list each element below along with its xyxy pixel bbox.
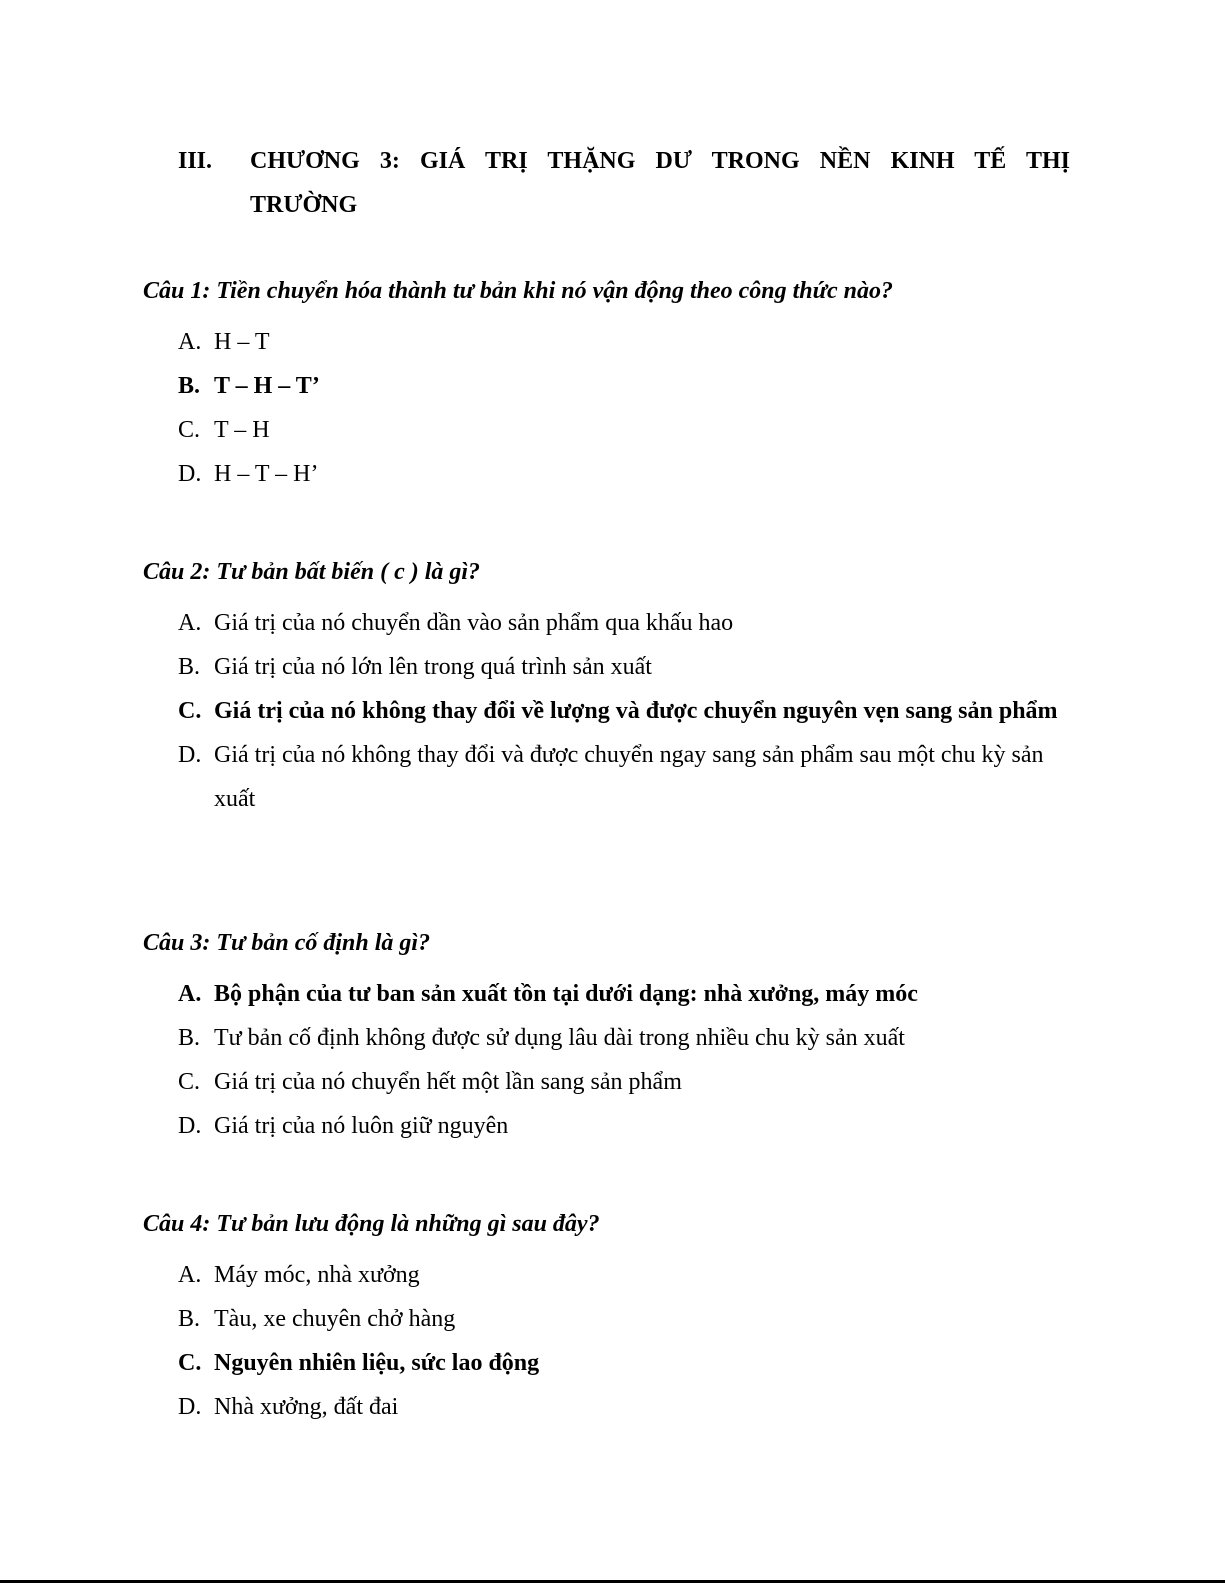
option-letter: B. [178,654,201,680]
option-letter: B. [178,1025,201,1051]
option-d [143,733,1064,821]
option-letter: C. [178,1069,201,1095]
option-text: H – T – H’ [214,461,319,487]
option-d [143,452,1064,496]
option-text: Nhà xưởng, đất đai [214,1394,399,1420]
question-1 [143,276,1083,496]
option-letter: D. [178,461,202,487]
option-c [143,1060,1064,1104]
option-letter: C. [178,1350,202,1376]
question-4 [143,1209,1083,1429]
chapter-number: III. [178,148,213,174]
chapter-title: CHƯƠNG 3: GIÁ TRỊ THẶNG DƯ TRONG NỀN KINH TẾ THỊ TRƯỜNG [250,148,1070,218]
option-letter: D. [178,742,202,768]
option-text: Giá trị của nó chuyển hết một lần sang sản phẩm [214,1069,682,1095]
option-list [143,601,1083,821]
option-a [143,320,1064,364]
option-text: H – T [214,329,270,355]
bottom-divider [0,1580,1225,1583]
option-a [143,601,1064,645]
option-text: Bộ phận của tư ban sản xuất tồn tại dưới dạng: nhà xưởng, máy móc [214,981,918,1007]
option-text: Tàu, xe chuyên chở hàng [214,1306,456,1332]
option-a-correct [143,972,1064,1016]
option-letter: A. [178,329,202,355]
option-b-correct [143,364,1064,408]
option-letter: D. [178,1394,202,1420]
option-text: Tư bản cố định không được sử dụng lâu dài trong nhiều chu kỳ sản xuất [214,1025,905,1051]
option-c-correct [143,1341,1064,1385]
question-2 [143,557,1083,821]
option-b [143,645,1064,689]
option-list [143,1253,1083,1429]
option-text: Giá trị của nó lớn lên trong quá trình sản xuất [214,654,652,680]
option-text: Giá trị của nó không thay đổi về lượng và được chuyển nguyên vẹn sang sản phẩm [214,698,1058,724]
question-text: Câu 1: Tiền chuyển hóa thành tư bản khi nó vận động theo công thức nào? [143,278,894,304]
question-text: Câu 2: Tư bản bất biến ( c ) là gì? [143,559,481,585]
question-3 [143,928,1083,1148]
option-d [143,1104,1064,1148]
option-b [143,1297,1064,1341]
option-c [143,408,1064,452]
option-list [143,972,1083,1148]
option-list [143,320,1083,496]
option-text: Giá trị của nó chuyển dần vào sản phẩm qua khấu hao [214,610,734,636]
option-text: T – H – T’ [214,373,320,399]
option-letter: C. [178,417,201,443]
option-text: T – H [214,417,270,443]
question-text: Câu 3: Tư bản cố định là gì? [143,930,431,956]
option-d [143,1385,1064,1429]
question-text: Câu 4: Tư bản lưu động là những gì sau đây? [143,1211,600,1237]
option-letter: A. [178,1262,202,1288]
option-letter: A. [178,981,202,1007]
option-text: Giá trị của nó luôn giữ nguyên [214,1113,509,1139]
option-a [143,1253,1064,1297]
option-letter: B. [178,1306,201,1332]
option-letter: D. [178,1113,202,1139]
option-letter: A. [178,610,202,636]
option-text: Máy móc, nhà xưởng [214,1262,420,1288]
option-b [143,1016,1064,1060]
option-letter: B. [178,373,201,399]
option-c-correct [143,689,1064,733]
option-text: Giá trị của nó không thay đổi và được chuyển ngay sang sản phẩm sau một chu kỳ sản xuất [214,742,1044,812]
option-text: Nguyên nhiên liệu, sức lao động [214,1350,540,1376]
option-letter: C. [178,698,202,724]
